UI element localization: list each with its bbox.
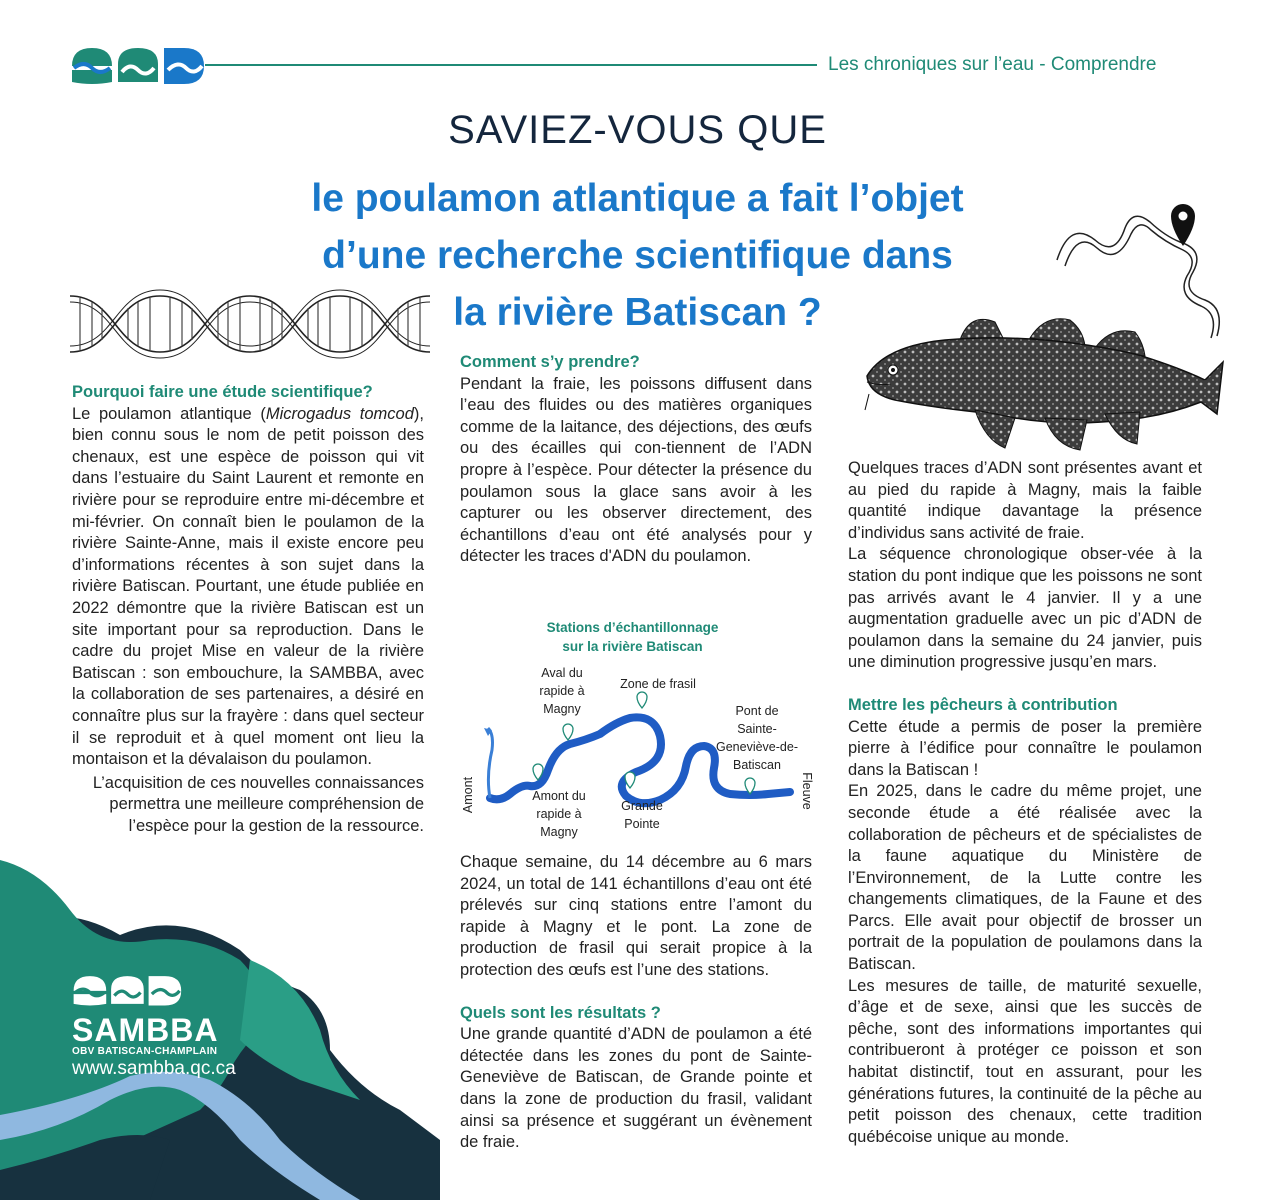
map-title-line-1: Stations d’échantillonnage <box>546 620 719 635</box>
footer-sambba-logo-icon <box>72 972 182 1008</box>
label-pont: Pont de Sainte-Geneviève-de-Batiscan <box>716 704 798 772</box>
series-label: Les chroniques sur l’eau - Comprendre <box>828 54 1157 75</box>
left-p1-b: ), bien connu sous le nom de petit poisson des chenaux, est une espèce de poisson qui vit dans l’estuaire du Saint Laurent et remonte en rivière pour se reproduire entre mi-décembre et mi-février. On connaît bien le poulamon de la rivière Sainte-Anne, mais il existe encore peu d’informations récentes à son sujet dans la rivière Batiscan. Pourtant, une étude publiée en 2022 démontre que la rivière Batiscan est un site important pour sa reproduction. Dans le cadre du projet Mise en valeur de la rivière Batiscan : son embouchure, la SAMBBA, avec la collaboration de ses partenaires, a désiré en connaître plus sur la frayère : dans quel secteur il se reproduit et à quel moment ont lieu la montaison et la dévalaison du poulamon. <box>72 404 424 769</box>
kicker: SAVIEZ-VOUS QUE <box>448 108 827 152</box>
middle-column-top <box>460 352 812 568</box>
label-fleuve: Fleuve <box>800 772 814 810</box>
footer-org-name: SAMBBA <box>72 1012 219 1048</box>
station-aval-rapide-pin <box>563 724 573 740</box>
left-p1-species: Microgadus tomcod <box>265 404 414 423</box>
label-aval-rapide: Aval du rapide à Magny <box>539 666 585 716</box>
middle-paragraph-2: Chaque semaine, du 14 décembre au 6 mars 2024, un total de 141 échantillons d’eau ont été prélevés sur cinq stations entre l’amont du rapide à Magny et le pont. La zone de production de frasil qui serait propice à la protection des œufs est l’une des stations. <box>460 853 812 979</box>
left-paragraph-2: L’acquisition de ces nouvelles connaissances permettra une meilleure compréhension de l’espèce pour la gestion de la ressource. <box>92 773 424 835</box>
section-heading-results: Quels sont les résultats ? <box>460 1003 661 1022</box>
right-paragraph-5: Les mesures de taille, de maturité sexuelle, d’âge et de sexe, ainsi que les succès de pêche, sont des informations importantes qui contribueront à protéger ce poisson et son habitat distinctif, tout en assurant, pour les générations futures, la continuité de la pêche au petit poisson des chenaux, cette tradition québécoise unique au monde. <box>848 976 1202 1146</box>
label-zone-frasil: Zone de frasil <box>620 677 696 691</box>
right-column <box>848 458 1202 1148</box>
title-line-2: d’une recherche scientifique dans <box>322 234 953 277</box>
station-grande-pointe-pin <box>625 772 635 788</box>
label-grande-pointe: Grande Pointe <box>621 799 663 831</box>
tomcod-fish-icon <box>855 310 1225 460</box>
middle-paragraph-3: Une grande quantité d’ADN de poulamon a été détectée dans les zones du pont de Sainte-Geneviève de Batiscan, de Grande pointe et dans la zone de production du frasil, validant ainsi sa présence et suggérant un évènement de fraie. <box>460 1025 812 1152</box>
dna-icon <box>70 288 430 360</box>
station-frasil-pin <box>637 692 647 708</box>
right-paragraph-2: La séquence chronologique obser-vée à la station du pont indique que les poissons ne sont pas arrivés avant le 4 janvier. Il y a une augmentation graduelle avec un pic d’ADN de poulamon dans la semaine du 24 janvier, puis une diminution progressive jusqu’en mars. <box>848 545 1202 672</box>
right-paragraph-4: En 2025, dans le cadre du même projet, une seconde étude a été réalisée avec la collaboration de pêcheurs et de spécialistes de la faune aquatique du Ministère de l’Environnement, de la Lutte contre les changements climatiques, de la Faune et des Parcs. Elle avait pour objectif de brosser un portrait de la population de poulamons dans la Batiscan. <box>848 782 1202 974</box>
title-line-3: la rivière Batiscan ? <box>453 291 822 334</box>
sambba-logo-icon <box>70 44 205 86</box>
footer-landscape <box>0 840 440 1200</box>
label-amont-rapide: Amont du rapide à Magny <box>532 789 586 839</box>
footer-org-sub: OBV BATISCAN-CHAMPLAIN <box>72 1046 218 1057</box>
section-heading-how: Comment s’y prendre? <box>460 353 640 371</box>
header-rule <box>205 64 817 66</box>
middle-paragraph-1: Pendant la fraie, les poissons diffusent dans l’eau des fluides ou des matières organiques comme de la laitance, des déjections, des œufs ou des écailles qui con-tiennent de l’ADN propre à l’espèce. Pour détecter la présence du poulamon sous la glace sans avoir à les capturer ou les observer directement, des échantillons d’eau ont été analysés pour y détecter les traces d'ADN du poulamon. <box>460 374 812 566</box>
left-column <box>72 382 424 837</box>
footer-url[interactable]: www.sambba.qc.ca <box>72 1058 236 1079</box>
title-line-1: le poulamon atlantique a fait l’objet <box>311 177 964 220</box>
section-heading-fishers: Mettre les pêcheurs à contribution <box>848 695 1118 714</box>
right-paragraph-3: Cette étude a permis de poser la première pierre à l’édifice pour connaître le poulamon dans la Batiscan ! <box>848 717 1202 779</box>
map-title-line-2: sur la rivière Batiscan <box>562 639 703 654</box>
left-paragraph-1 <box>72 404 424 771</box>
label-amont: Amont <box>461 776 475 814</box>
middle-column-bottom <box>460 852 812 1154</box>
section-heading-why: Pourquoi faire une étude scientifique? <box>72 383 373 401</box>
map-title <box>525 618 740 656</box>
right-paragraph-1: Quelques traces d’ADN sont présentes avant et au pied du rapide à Magny, mais la faible quantité indique davantage la présence d’individus sans activité de fraie. <box>848 459 1202 542</box>
left-p1-a: Le poulamon atlantique ( <box>72 404 266 423</box>
